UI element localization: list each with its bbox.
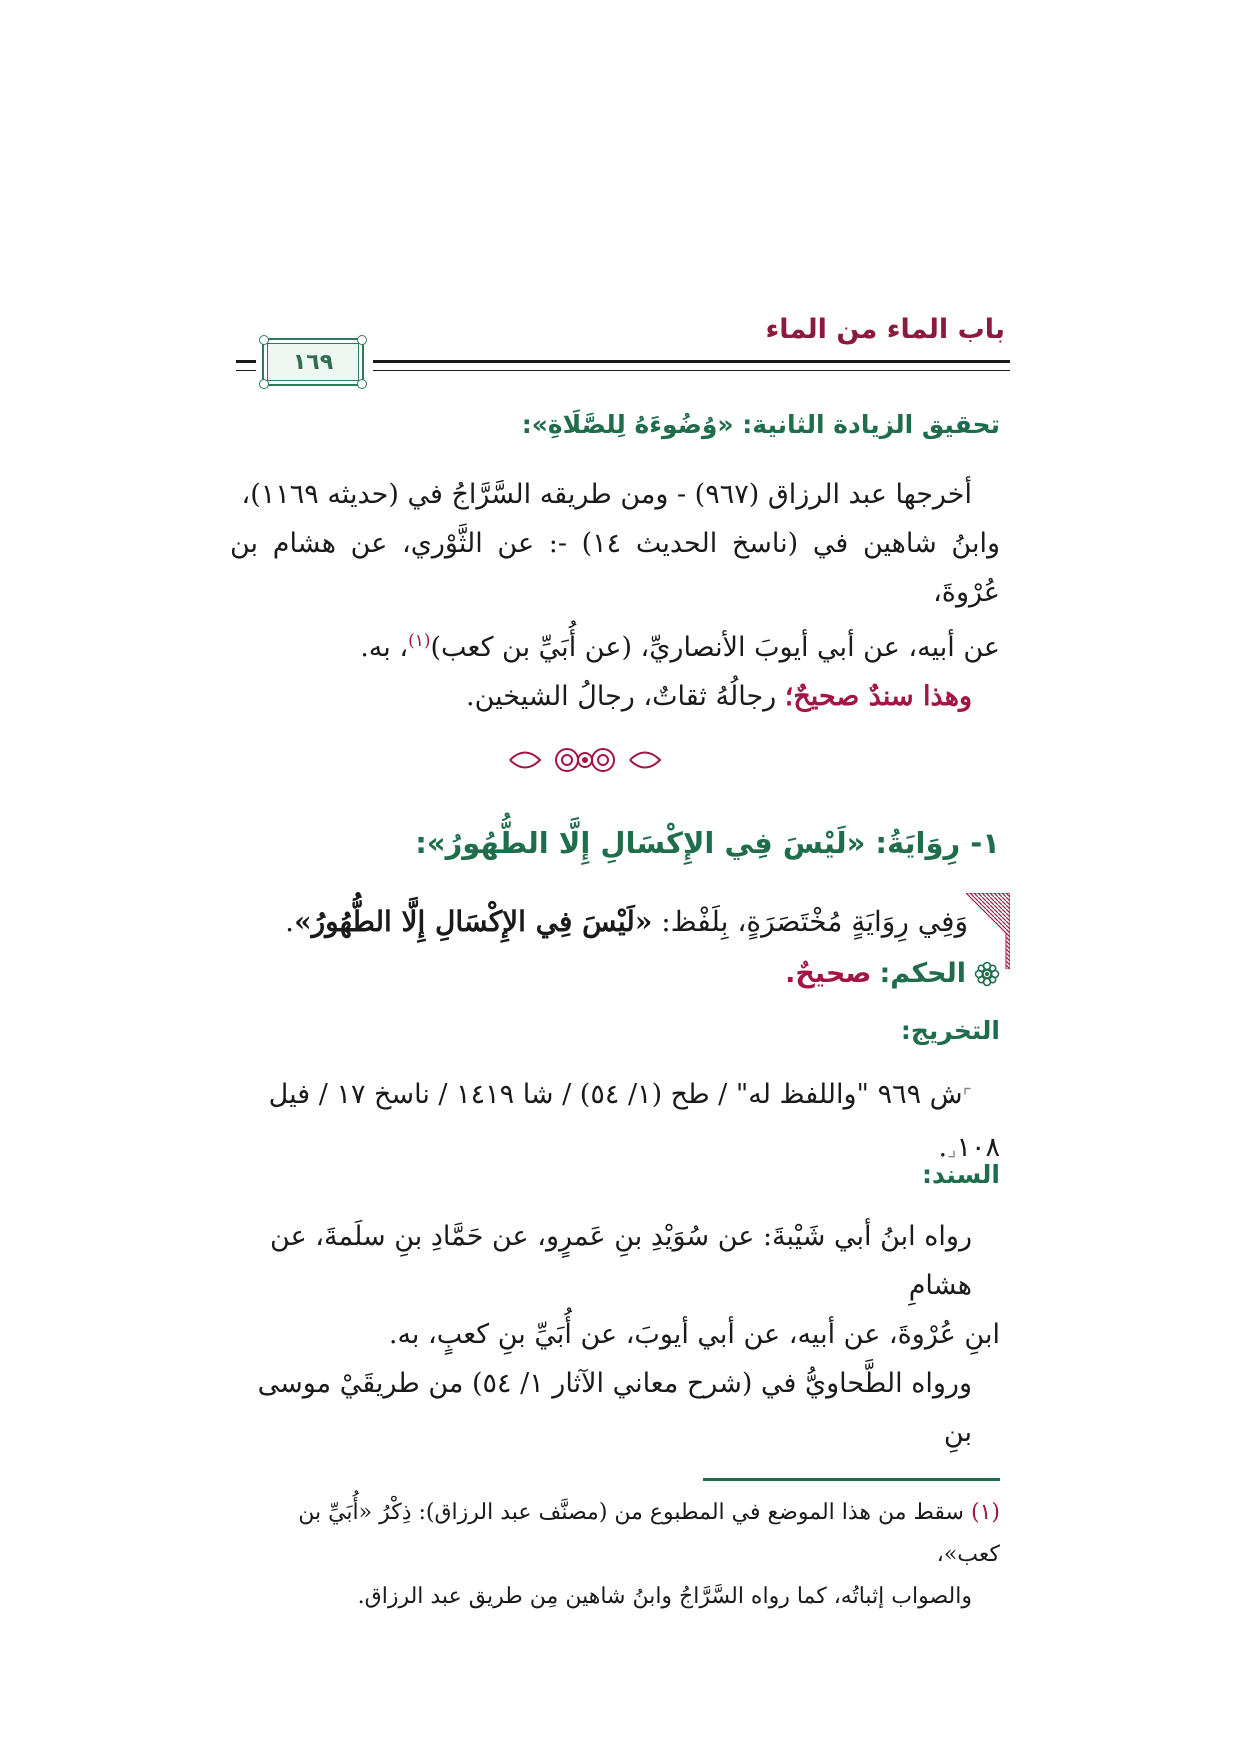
paragraph-text: ، به. [360, 632, 409, 663]
footnote-rule [703, 1478, 1000, 1481]
bracket-open: ⌜ [962, 1084, 972, 1108]
paragraph-text: عن أبيه، عن أبي أيوبَ الأنصاريِّ، (عن أُبَيِّ بن كعب) [430, 632, 1000, 663]
bracket-close: ⌟ [947, 1137, 957, 1161]
paragraph-line: وابنُ شاهين في (ناسخ الحديث ١٤) -: عن الثَّوْري، عن هشام بن عُرْوةَ، [230, 528, 1001, 608]
section-heading-wrap [230, 410, 1000, 439]
riwaya-prefix: وَفِي رِوَايَةٍ مُخْتَصَرَةٍ، بِلَفْظ: [652, 905, 968, 938]
hukm-flower-icon [974, 961, 1000, 987]
takhrij-end: . [938, 1132, 948, 1163]
hukm-label: الحكم: [879, 958, 966, 989]
footnote-line: والصواب إثباتُه، كما رواه السَّرَّاجُ وابنُ شاهين مِن طريق عبد الرزاق. [357, 1584, 972, 1609]
hukm-line [785, 958, 1000, 989]
takhrij-heading: التخريج: [900, 1016, 1000, 1045]
verdict-bold: وهذا سندٌ صحيحٌ؛ [784, 681, 972, 712]
header-rule-bottom [373, 370, 1010, 371]
takhrij-line-text: ١٠٨ [956, 1132, 1000, 1163]
footnote-text: سقط من هذا الموضع في المطبوع من (مصنَّف عبد الرزاق): ذِكْرُ «أُبَيِّ بن كعب»، [298, 1500, 1000, 1567]
footnote-line [230, 1492, 1000, 1576]
footnote [230, 1492, 1000, 1618]
page-number: ١٦٩ [292, 349, 334, 375]
footnote-ref[interactable]: (١) [408, 631, 431, 651]
frame-corner-icon [259, 379, 269, 389]
takhrij-line [230, 1069, 1000, 1122]
verdict-rest: رجالُهُ ثقاتٌ، رجالُ الشيخين. [466, 681, 785, 712]
footnote-number: (١) [970, 1500, 1000, 1525]
paragraph-line: أخرجها عبد الرزاق (٩٦٧) - ومن طريقه السَّرَّاجُ في (حديثه ١١٦٩)، [241, 479, 972, 510]
paragraph-line [230, 617, 1000, 672]
sanad-line: رواه ابنُ أبي شَيْبةَ: عن سُوَيْدِ بنِ عَمرٍو، عن حَمَّادِ بنِ سلَمةَ، عن هشامِ [270, 1221, 972, 1301]
hadith-title: ١- رِوَايَةُ: «لَيْسَ فِي الإِكْسَالِ إِلَّا الطُّهُورُ»: [415, 826, 1000, 860]
section-heading: تحقيق الزيادة الثانية: «وُضُوءَهُ لِلصَّلَاةِ»: [521, 410, 1000, 439]
riwaya-line [285, 905, 968, 938]
chapter-title: باب الماء من الماء [765, 314, 1005, 345]
hukm-value: صحيحٌ. [785, 958, 872, 989]
sanad-line: ورواه الطَّحاويُّ في (شرح معاني الآثار ١/ ٥٤) من طريقَيْ موسى بنِ [257, 1368, 972, 1448]
section-paragraph [230, 470, 1000, 721]
page-number-frame [262, 338, 364, 386]
sanad-line: ابنِ عُرْوةَ، عن أبيه، عن أبي أيوبَ، عن أُبَيِّ بنِ كعبٍ، به. [388, 1319, 1000, 1350]
riwaya-quote: «لَيْسَ فِي الإِكْسَالِ إِلَّا الطُّهُورُ» [294, 905, 653, 938]
flower-ornament-icon [500, 740, 670, 780]
header-rule-left-top [236, 360, 256, 363]
riwaya-suffix: . [285, 905, 295, 938]
header-rule-top [373, 360, 1010, 363]
verdict-line [230, 672, 1000, 721]
sanad-text [230, 1212, 1000, 1457]
takhrij-line-text: ش ٩٦٩ "واللفظ له" / طح (١/ ٥٤) / شا ١٤١٩ / ناسخ ١٧ / فيل [268, 1079, 963, 1110]
frame-corner-icon [259, 335, 269, 345]
frame-corner-icon [357, 335, 367, 345]
takhrij-line [230, 1122, 1000, 1175]
header-rule-left-bottom [236, 370, 256, 371]
sanad-heading: السند: [921, 1160, 1000, 1189]
frame-corner-icon [357, 379, 367, 389]
takhrij-text [230, 1069, 1000, 1175]
